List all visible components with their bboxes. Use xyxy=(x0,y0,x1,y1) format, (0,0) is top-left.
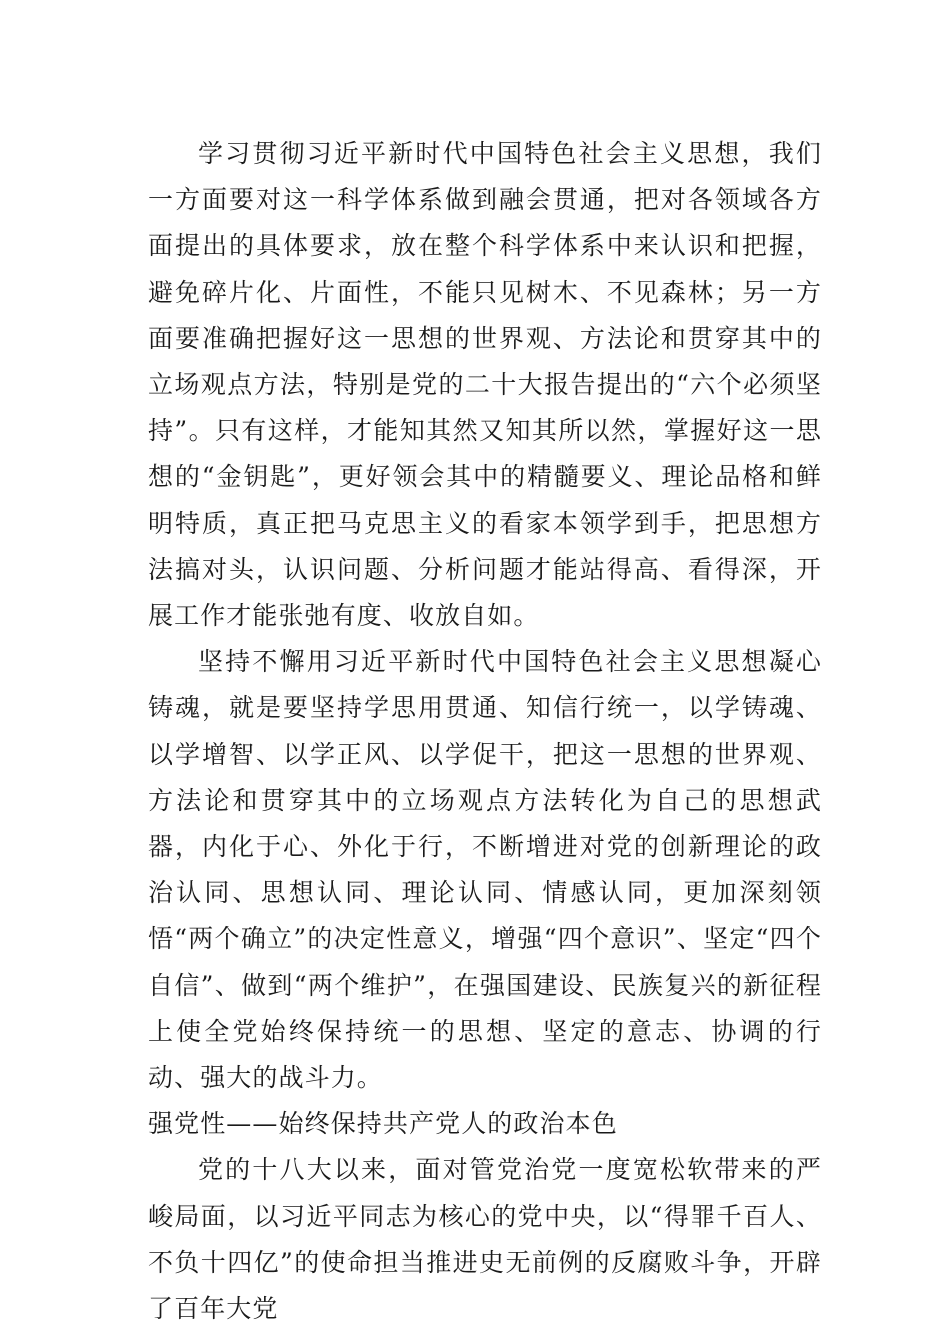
document-body xyxy=(148,131,822,1332)
paragraph-study-thought: 学习贯彻习近平新时代中国特色社会主义思想，我们一方面要对这一科学体系做到融会贯通，把对各领域各方面提出的具体要求，放在整个科学体系中来认识和把握，避免碎片化、片面性，不能只见树木、不见森林；另一方面要准确把握好这一思想的世界观、方法论和贯穿其中的立场观点方法，特别是党的二十大报告提出的“六个必须坚持”。只有这样，才能知其然又知其所以然，掌握好这一思想的“金钥匙”，更好领会其中的精髓要义、理论品格和鲜明特质，真正把马克思主义的看家本领学到手，把思想方法搞对头，认识问题、分析问题才能站得高、看得深，开展工作才能张弛有度、收放自如。 xyxy=(148,139,822,631)
section-heading-party-spirit: 强党性——始终保持共产党人的政治本色 xyxy=(148,1109,618,1139)
paragraph-anti-corruption: 党的十八大以来，面对管党治党一度宽松软带来的严峻局面，以习近平同志为核心的党中央，以“得罪千百人、不负十四亿”的使命担当推进史无前例的反腐败斗争，开辟了百年大党 xyxy=(148,1155,822,1324)
paragraph-cultivate-soul: 坚持不懈用习近平新时代中国特色社会主义思想凝心铸魂，就是要坚持学思用贯通、知信行统一，以学铸魂、以学增智、以学正风、以学促干，把这一思想的世界观、方法论和贯穿其中的立场观点方法转化为自己的思想武器，内化于心、外化于行，不断增进对党的创新理论的政治认同、思想认同、理论认同、情感认同，更加深刻领悟“两个确立”的决定性意义，增强“四个意识”、坚定“四个自信”、做到“两个维护”，在强国建设、民族复兴的新征程上使全党始终保持统一的思想、坚定的意志、协调的行动、强大的战斗力。 xyxy=(148,647,822,1093)
